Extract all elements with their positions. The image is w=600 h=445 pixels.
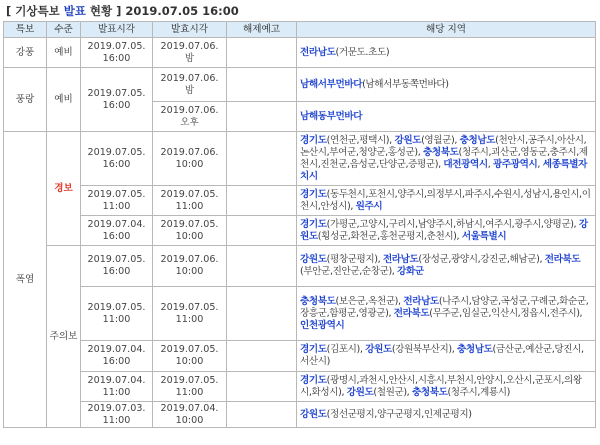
province-name: 전라남도 [382, 254, 419, 265]
district-list: (청주시,계룡시) [447, 386, 510, 398]
region-cell [297, 186, 596, 216]
warning-type: 풍랑 [4, 68, 47, 132]
issued-time: 2019.07.05. 16:00 [81, 246, 153, 287]
cancel-notice [227, 102, 297, 132]
province-name: 강원도 [394, 134, 422, 146]
cancel-notice [227, 246, 297, 287]
region-cell [297, 102, 596, 132]
table-header-row [4, 22, 596, 38]
effective-time: 2019.07.06. 오후 [153, 102, 227, 132]
province-name: 서울특별시 [461, 230, 507, 242]
district-list: (청주시,괴산군,영동군,충주시,제천시,진천군,음성군,단양군,증평군), [300, 146, 588, 170]
effective-time: 2019.07.05. 11:00 [153, 372, 227, 402]
province-name: 원주시 [355, 200, 383, 212]
table-row [4, 216, 596, 246]
district-list: (연천군,평택시), [326, 134, 395, 146]
district-list: (광명시,과천시,안산시,시흥시,부천시,안양시,오산시,군포시,의왕시,화성시), [300, 374, 582, 398]
effective-time: 2019.07.05. 11:00 [153, 287, 227, 341]
table-row [4, 402, 596, 428]
cancel-notice [227, 132, 297, 186]
district-list: (철원군), [373, 386, 412, 398]
issued-time: 2019.07.04. 16:00 [81, 341, 153, 372]
effective-time: 2019.07.06. 10:00 [153, 246, 227, 287]
province-name: 전라남도 [403, 295, 439, 307]
province-name: 경기도 [300, 344, 327, 355]
province-name: 충청북도 [300, 295, 336, 307]
district-list: (횡성군,화천군,홍천군평지,춘천시), [317, 230, 462, 242]
effective-time: 2019.07.04. 10:00 [153, 402, 227, 428]
header-issued: 발표시각 [81, 22, 153, 38]
district-list: (무주군,임실군,익산시,정읍시,전주시), [429, 307, 583, 319]
table-row [4, 341, 596, 372]
warning-level: 경보 [47, 132, 81, 246]
province-name: 경기도 [300, 188, 327, 200]
district-list: (보은군,옥천군), [335, 295, 404, 307]
cancel-notice [227, 341, 297, 372]
province-name: 경기도 [300, 134, 327, 146]
issued-time: 2019.07.05. 11:00 [81, 186, 153, 216]
table-row [4, 246, 596, 287]
district-list: (장성군,광양시,강진군,해남군), [418, 254, 545, 265]
title-prefix: [ 기상특보 [6, 4, 64, 18]
header-level: 수준 [47, 22, 81, 38]
issued-time: 2019.07.05. 11:00 [81, 287, 153, 341]
province-name: 경기도 [300, 218, 327, 230]
issued-time: 2019.07.05. 16:00 [81, 132, 153, 186]
header-effective: 발효시각 [153, 22, 227, 38]
issued-time: 2019.07.04. 16:00 [81, 216, 153, 246]
title-highlight: 발표 [63, 4, 86, 18]
effective-time: 2019.07.06. 밤 [153, 38, 227, 68]
region-cell [297, 246, 596, 287]
district-list: (영월군), [421, 134, 460, 146]
province-name: 남해동부먼바다 [300, 110, 363, 122]
province-name: 강원도 [346, 386, 374, 398]
warning-table [3, 21, 596, 428]
warning-level: 예비 [47, 68, 81, 132]
province-name: 충청남도 [459, 134, 496, 146]
region-cell [297, 402, 596, 428]
region-cell [297, 132, 596, 186]
region-cell [297, 341, 596, 372]
district-list: (금산군,예산군,당진시,서산시) [300, 344, 584, 367]
table-row [4, 186, 596, 216]
cancel-notice [227, 402, 297, 428]
district-list: (거문도.초도) [335, 46, 390, 58]
region-cell [297, 372, 596, 402]
district-list: (천안시,공주시,아산시,논산시,부여군,청양군,홍성군), [300, 134, 587, 158]
header-type: 특보 [4, 22, 47, 38]
header-area: 해당 지역 [297, 22, 596, 38]
region-cell [297, 68, 596, 102]
province-name: 세종특별자치시 [300, 158, 588, 182]
table-row [4, 68, 596, 102]
province-name: 충청북도 [423, 146, 459, 158]
cancel-notice [227, 287, 297, 341]
province-name: 인천광역시 [300, 319, 345, 331]
page-title [6, 3, 239, 19]
warning-level: 예비 [47, 38, 81, 68]
effective-time: 2019.07.06. 밤 [153, 68, 227, 102]
table-row [4, 287, 596, 341]
region-cell [297, 216, 596, 246]
district-list: (남해서부동쪽먼바다) [362, 78, 449, 90]
region-cell [297, 287, 596, 341]
issued-time: 2019.07.05. 16:00 [81, 38, 153, 68]
effective-time: 2019.07.06. 10:00 [153, 132, 227, 186]
header-cancel: 해제예고 [227, 22, 297, 38]
province-name: 전라북도 [393, 307, 430, 319]
province-name: 경기도 [300, 374, 327, 386]
district-list: (김포시), [326, 344, 366, 355]
cancel-notice [227, 38, 297, 68]
province-name: 강원도 [365, 344, 392, 355]
province-name: 전라북도 [544, 254, 581, 265]
warning-level: 주의보 [47, 246, 81, 428]
province-name: 강원도 [300, 218, 588, 242]
province-name: 전라남도 [300, 46, 336, 58]
province-name: 강화군 [397, 266, 424, 277]
province-name: 대전광역시 [443, 158, 488, 170]
table-row [4, 38, 596, 68]
province-name: 충청남도 [457, 344, 493, 355]
district-list: , [487, 158, 494, 170]
effective-time: 2019.07.05. 10:00 [153, 216, 227, 246]
district-list: (강원북부산지), [391, 344, 458, 355]
province-name: 남해서부먼바다 [300, 78, 363, 90]
effective-time: 2019.07.05. 10:00 [153, 341, 227, 372]
province-name: 광주광역시 [493, 158, 538, 170]
district-list: , [537, 158, 543, 170]
district-list: (정선군평지,양구군평지,인제군평지) [326, 408, 472, 420]
district-list: (가평군,고양시,구리시,남양주시,하남시,여주시,광주시,양평군), [326, 218, 579, 230]
province-name: 충청북도 [411, 386, 448, 398]
cancel-notice [227, 372, 297, 402]
effective-time: 2019.07.05. 11:00 [153, 186, 227, 216]
issued-time: 2019.07.03. 11:00 [81, 402, 153, 428]
district-list: (동두천시,포천시,양주시,의정부시,파주시,수원시,성남시,용인시,이천시,안성시), [300, 188, 591, 212]
warning-type: 강풍 [4, 38, 47, 68]
issued-time: 2019.07.04. 11:00 [81, 372, 153, 402]
region-cell [297, 38, 596, 68]
cancel-notice [227, 216, 297, 246]
warning-type: 폭염 [4, 132, 47, 428]
title-suffix: 현황 ] 2019.07.05 16:00 [85, 4, 239, 18]
table-row [4, 132, 596, 186]
issued-time: 2019.07.05. 16:00 [81, 68, 153, 132]
district-list: (평창군평지), [326, 254, 383, 265]
district-list: (나주시,담양군,곡성군,구례군,화순군,장흥군,함평군,영광군), [300, 295, 589, 319]
province-name: 강원도 [300, 408, 327, 420]
cancel-notice [227, 68, 297, 102]
table-row [4, 372, 596, 402]
province-name: 강원도 [300, 254, 327, 265]
district-list: (부안군,진안군,순창군), [300, 266, 398, 277]
cancel-notice [227, 186, 297, 216]
